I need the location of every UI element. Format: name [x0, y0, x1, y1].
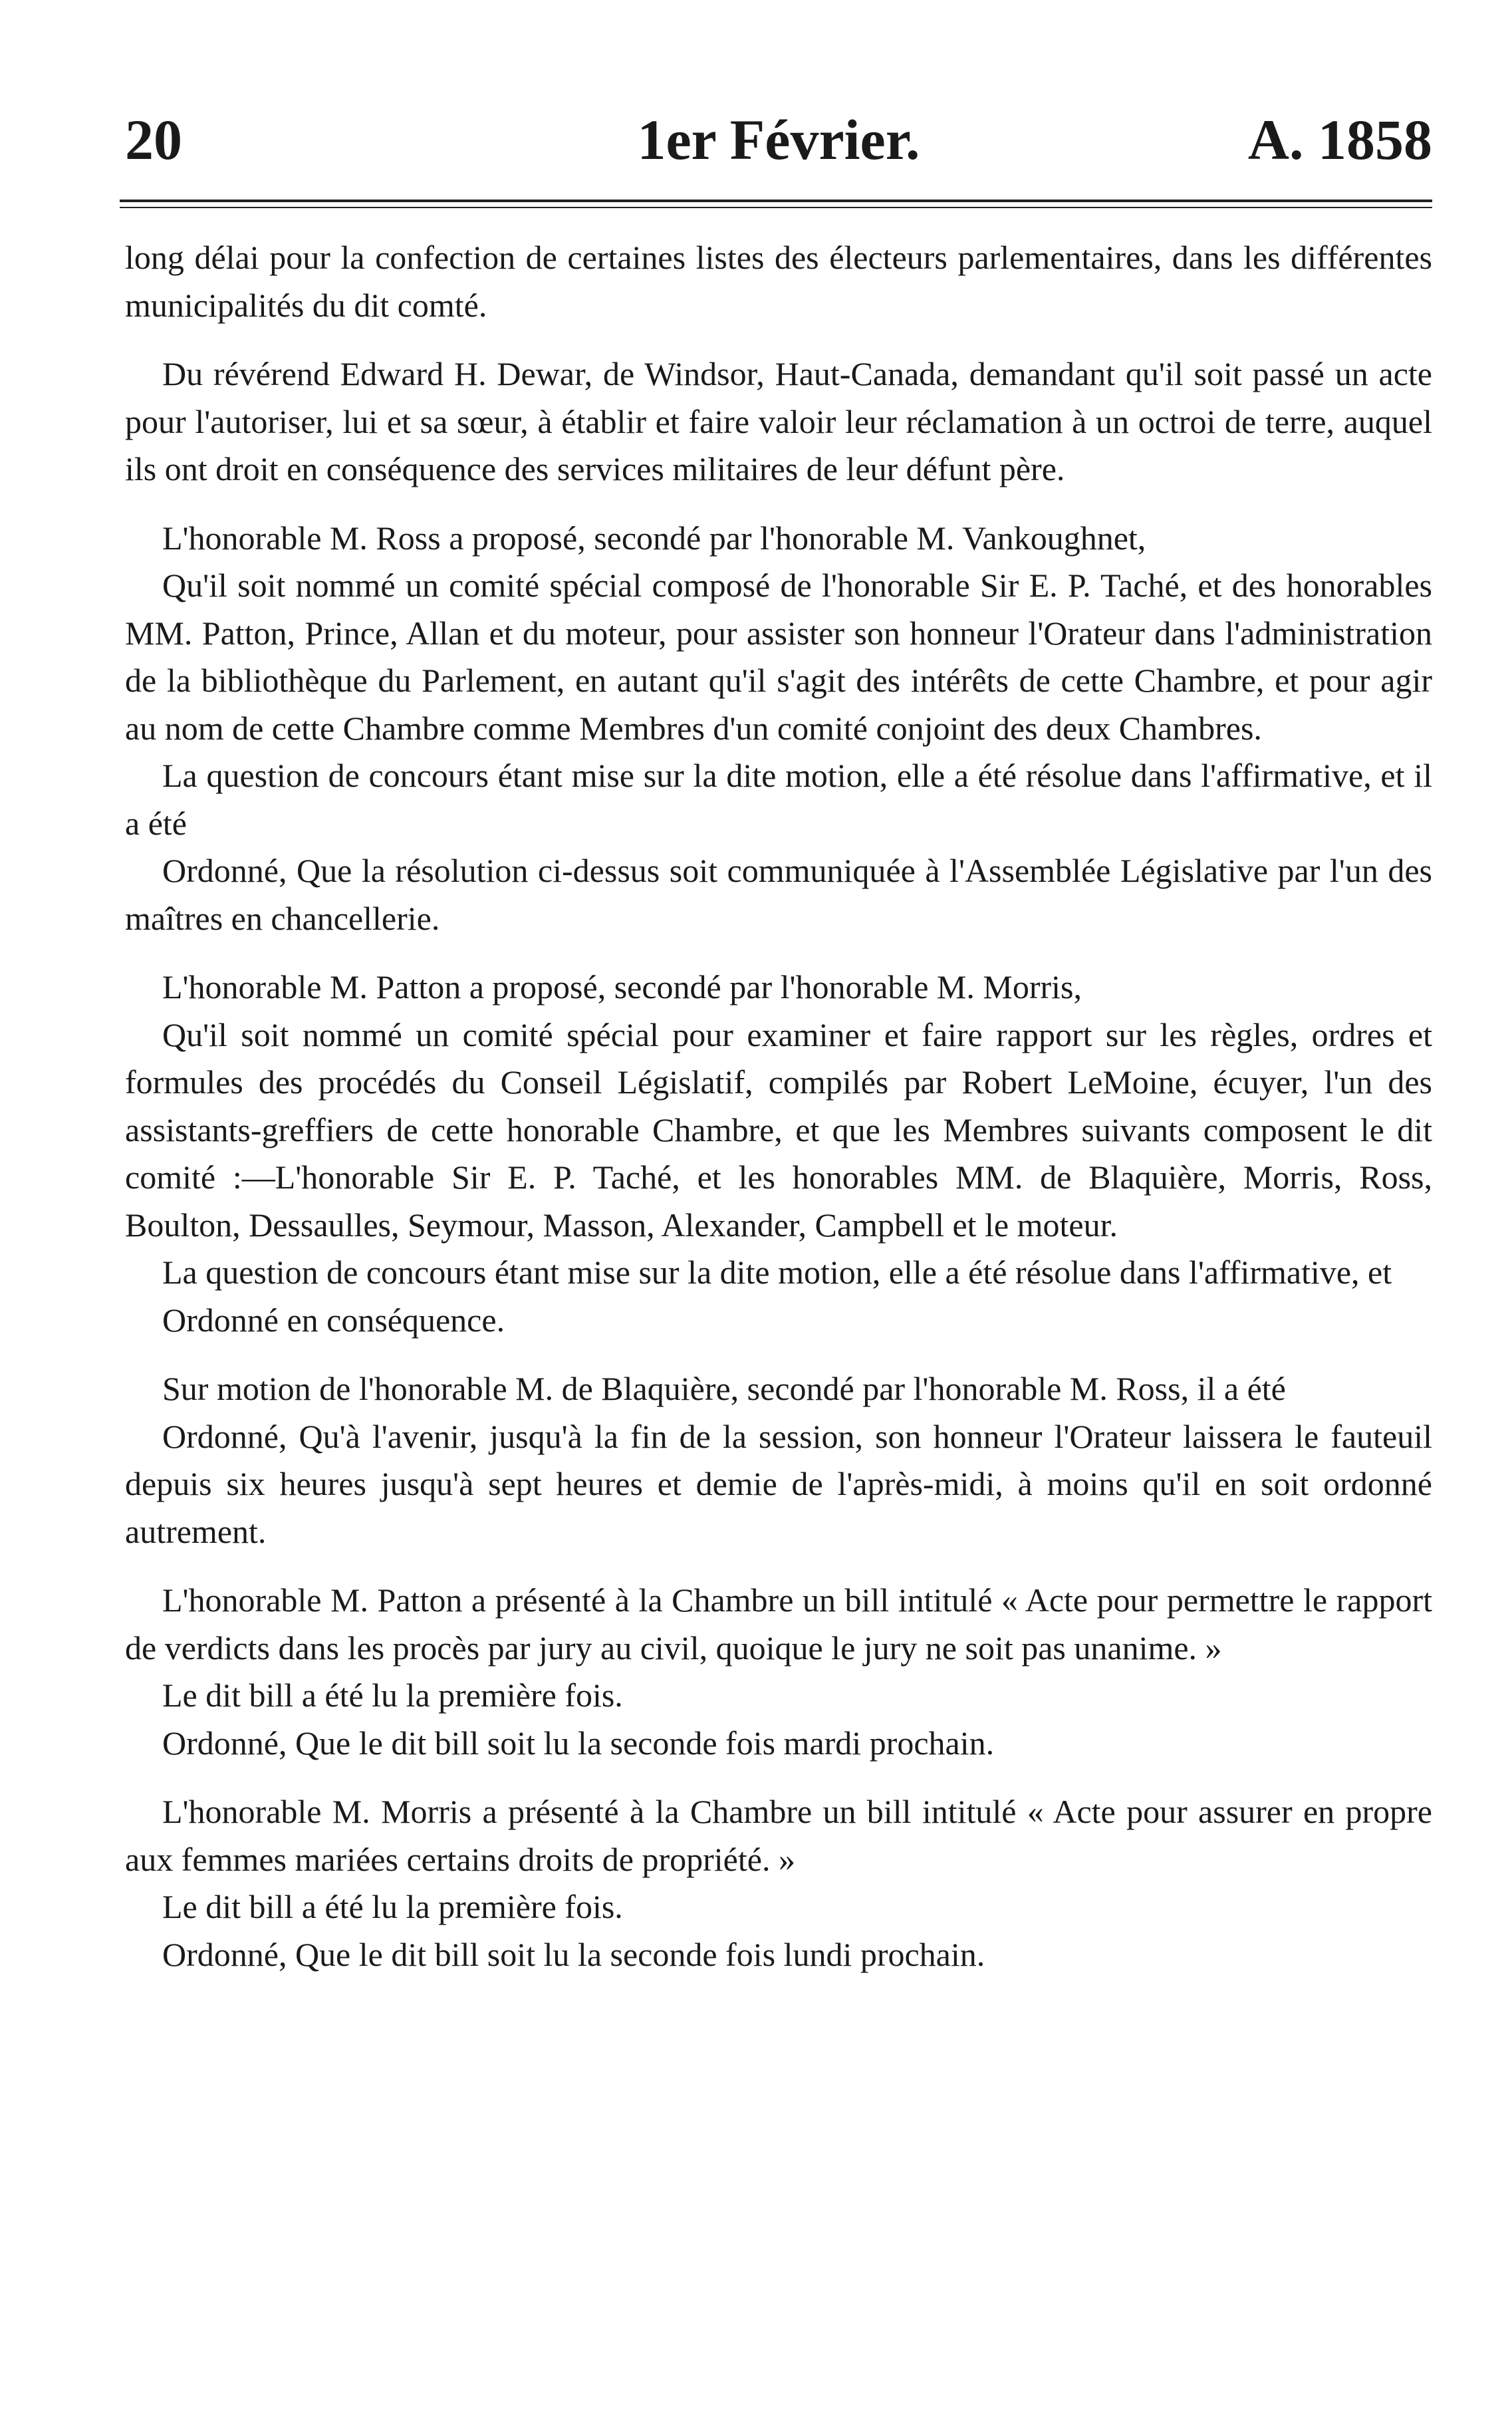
- header-rule: [120, 200, 1432, 202]
- paragraph: L'honorable M. Ross a proposé, secondé par l'honorable M. Vankoughnet,: [162, 519, 1146, 557]
- paragraph: La question de concours étant mise sur la dite motion, elle a été résolue dans l'affirmative, et il a été: [125, 757, 1432, 842]
- paragraph: Qu'il soit nommé un comité spécial composé de l'honorable Sir E. P. Taché, et des honorables MM. Patton, Prince, Allan et du moteur, pour assister son honneur l'Orateur dans l'administration de la bibliothèque du Parlement, en autant qu'il s'agit des intérêts de cette Chambre, et pour agir au nom de cette Chambre comme Membres d'un comité conjoint des deux Chambres.: [125, 567, 1432, 747]
- paragraph: Ordonné en conséquence.: [162, 1301, 505, 1339]
- paragraph: L'honorable M. Morris a présenté à la Chambre un bill intitulé « Acte pour assurer en propre aux femmes mariées certains droits de propriété. »: [125, 1793, 1432, 1878]
- paragraph: L'honorable M. Patton a proposé, secondé par l'honorable M. Morris,: [162, 968, 1082, 1006]
- paragraph: Le dit bill a été lu la première fois.: [162, 1888, 623, 1925]
- paragraph: Sur motion de l'honorable M. de Blaquière, secondé par l'honorable M. Ross, il a été: [162, 1370, 1286, 1407]
- paragraph: Ordonné, Que le dit bill soit lu la seconde fois mardi prochain.: [162, 1724, 995, 1762]
- paragraph: Le dit bill a été lu la première fois.: [162, 1677, 623, 1714]
- paragraph: Qu'il soit nommé un comité spécial pour examiner et faire rapport sur les règles, ordres et formules des procédés du Conseil Législatif, compilés par Robert LeMoine, écuyer, l'un des assistants-greffiers de cette honorable Chambre, et que les Membres suivants composent le dit comité :—L'honorable Sir E. P. Taché, et les honorables MM. de Blaquière, Morris, Ross, Boulton, Dessaulles, Seymour, Masson, Alexander, Campbell et le moteur.: [125, 1015, 1432, 1244]
- paragraph: L'honorable M. Patton a présenté à la Chambre un bill intitulé « Acte pour permettre le rapport de verdicts dans les procès par jury au civil, quoique le jury ne soit pas unanime. »: [125, 1581, 1432, 1667]
- page-date: 1er Février.: [637, 108, 920, 172]
- paragraph: Ordonné, Qu'à l'avenir, jusqu'à la fin de la session, son honneur l'Orateur laissera le fauteuil depuis six heures jusqu'à sept heures et demie de l'après-midi, à moins qu'il en soit ordonné autrement.: [125, 1417, 1432, 1550]
- paragraph: La question de concours étant mise sur la dite motion, elle a été résolue dans l'affirmative, et: [162, 1254, 1392, 1291]
- paragraph: long délai pour la confection de certaines listes des électeurs parlementaires, dans les différentes municipalités du dit comté.: [125, 239, 1432, 324]
- page-year: A. 1858: [1247, 108, 1432, 172]
- paragraph: Du révérend Edward H. Dewar, de Windsor, Haut-Canada, demandant qu'il soit passé un acte pour l'autoriser, lui et sa sœur, à établir et faire valoir leur réclamation à un octroi de terre, auquel ils ont droit en conséquence des services militaires de leur défunt père.: [125, 355, 1432, 487]
- paragraph: Ordonné, Que le dit bill soit lu la seconde fois lundi prochain.: [162, 1935, 985, 1973]
- page-header: [125, 100, 1432, 180]
- header-rule-secondary: [120, 207, 1432, 208]
- page-number: 20: [125, 108, 182, 172]
- paragraph: Ordonné, Que la résolution ci-dessus soit communiquée à l'Assemblée Législative par l'un des maîtres en chancellerie.: [125, 852, 1432, 937]
- document-body: [125, 234, 1432, 1978]
